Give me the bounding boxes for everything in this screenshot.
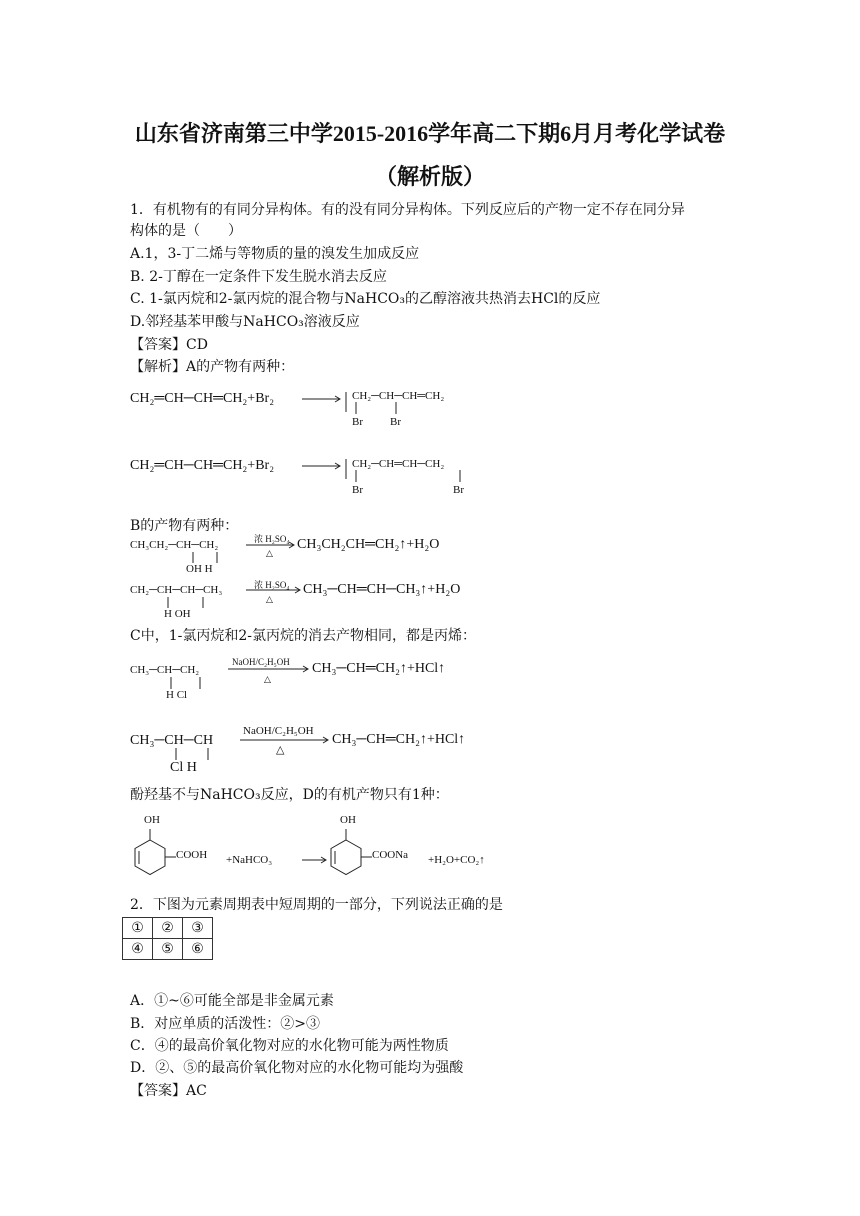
rxn-c1-product: CH₃─CH═CH₂↑+HCl↑ xyxy=(312,661,446,676)
rxn-b2-heat: △ xyxy=(266,594,273,604)
rxn-a2-sub1: Br xyxy=(352,484,363,496)
q1-stem-line1: 1．有机物有的有同分异构体。有的没有同分异构体。下列反应后的产物一定不存在同分异 xyxy=(130,202,685,218)
q1-option-c: C. 1-氯丙烷和2-氯丙烷的混合物与NaHCO₃的乙醇溶液共热消去HCl的反应 xyxy=(130,291,601,307)
rxn-c2-heat: △ xyxy=(276,744,285,756)
rxn-d-byproducts: +H₂O+CO₂↑ xyxy=(428,854,485,866)
rxn-c1-condition: NaOH/C₂H₅OH xyxy=(232,657,290,667)
rxn-b1-sub: OH H xyxy=(186,563,213,575)
rxn-b2-condition: 浓 H₂SO₄ xyxy=(254,580,290,590)
benzene-ring-reactant xyxy=(135,840,165,875)
q1-d-intro: 酚羟基不与NaHCO₃反应，D的有机产物只有1种： xyxy=(130,787,449,803)
rxn-a1-sub2: Br xyxy=(390,416,401,428)
rxn-b2-sub: H OH xyxy=(164,608,191,620)
rxn-d-product-oh: OH xyxy=(340,814,356,826)
q1-stem-line2: 构体的是（ ） xyxy=(130,223,242,239)
reaction-arrowhead xyxy=(321,857,326,863)
table-cell: ⑤ xyxy=(153,939,183,960)
rxn-b1-condition: 浓 H₂SO₄ xyxy=(254,534,290,544)
rxn-b2-reactant: CH₂─CH─CH─CH₃ xyxy=(130,584,223,596)
reaction-arrowhead xyxy=(295,587,300,593)
rxn-c1-heat: △ xyxy=(264,674,271,684)
rxn-b1-reactant: CH₃CH₂─CH─CH₂ xyxy=(130,539,219,551)
reaction-arrowhead xyxy=(303,666,308,672)
q1-analysis-intro: 【解析】A的产物有两种： xyxy=(130,359,295,375)
rxn-c2-product: CH₃─CH═CH₂↑+HCl↑ xyxy=(332,732,466,747)
rxn-a1-reactants: CH₂═CH─CH═CH₂+Br₂ xyxy=(130,391,275,406)
rxn-d-reagent: +NaHCO₃ xyxy=(226,854,273,866)
rxn-a2-product: CH₂─CH═CH─CH₂ xyxy=(352,458,445,470)
rxn-b2-product: CH₃─CH═CH─CH₃↑+H₂O xyxy=(303,582,461,597)
rxn-c2-sub: Cl H xyxy=(170,760,197,775)
q1-option-a: A.1，3-丁二烯与等物质的量的溴发生加成反应 xyxy=(130,246,420,262)
rxn-d-reactant-group: COOH xyxy=(176,849,208,861)
q2-option-d: D．②、⑤的最高价氧化物对应的水化物可能均为强酸 xyxy=(130,1060,464,1076)
q2-option-b: B．对应单质的活泼性：②>③ xyxy=(130,1016,321,1032)
q1-b-intro: B的产物有两种： xyxy=(130,518,239,534)
benzene-ring-product xyxy=(331,840,361,875)
table-cell: ④ xyxy=(123,939,153,960)
table-cell: ⑥ xyxy=(183,939,213,960)
reaction-arrowhead xyxy=(323,737,328,743)
periodic-table-fragment xyxy=(122,917,213,960)
rxn-a1-sub1: Br xyxy=(352,416,363,428)
q1-c-intro: C中，1-氯丙烷和2-氯丙烷的消去产物相同，都是丙烯： xyxy=(130,628,476,644)
reaction-arrowhead xyxy=(335,396,340,402)
reaction-arrowhead xyxy=(335,463,340,469)
rxn-d-reactant-oh: OH xyxy=(144,814,160,826)
table-cell: ③ xyxy=(183,918,213,939)
q2-option-a: A．①~⑥可能全部是非金属元素 xyxy=(130,993,334,1009)
rxn-a2-reactants: CH₂═CH─CH═CH₂+Br₂ xyxy=(130,458,275,473)
rxn-d-product-group: COONa xyxy=(372,849,409,861)
q2-option-c: C．④的最高价氧化物对应的水化物可能为两性物质 xyxy=(130,1038,449,1054)
rxn-c1-sub: H Cl xyxy=(166,689,188,701)
document-subtitle: （解析版） xyxy=(374,164,485,189)
table-cell: ① xyxy=(123,918,153,939)
rxn-c2-reactant: CH₃─CH─CH xyxy=(130,733,214,748)
q1-option-b: B. 2-丁醇在一定条件下发生脱水消去反应 xyxy=(130,269,387,285)
rxn-c1-reactant: CH₃─CH─CH₂ xyxy=(130,664,200,676)
document-title: 山东省济南第三中学2015-2016学年高二下期6月月考化学试卷 xyxy=(134,121,726,146)
q1-option-d: D.邻羟基苯甲酸与NaHCO₃溶液反应 xyxy=(130,314,360,330)
rxn-a1-product: CH₂─CH─CH═CH₂ xyxy=(352,390,445,402)
q2-answer: 【答案】AC xyxy=(130,1083,207,1099)
rxn-b1-heat: △ xyxy=(266,548,273,558)
table-cell: ② xyxy=(153,918,183,939)
rxn-a2-sub2: Br xyxy=(453,484,464,496)
rxn-c2-condition: NaOH/C₂H₅OH xyxy=(243,725,314,737)
rxn-b1-product: CH₃CH₂CH═CH₂↑+H₂O xyxy=(297,537,440,552)
q2-stem: 2．下图为元素周期表中短周期的一部分，下列说法正确的是 xyxy=(130,897,503,913)
q1-answer: 【答案】CD xyxy=(130,337,208,353)
